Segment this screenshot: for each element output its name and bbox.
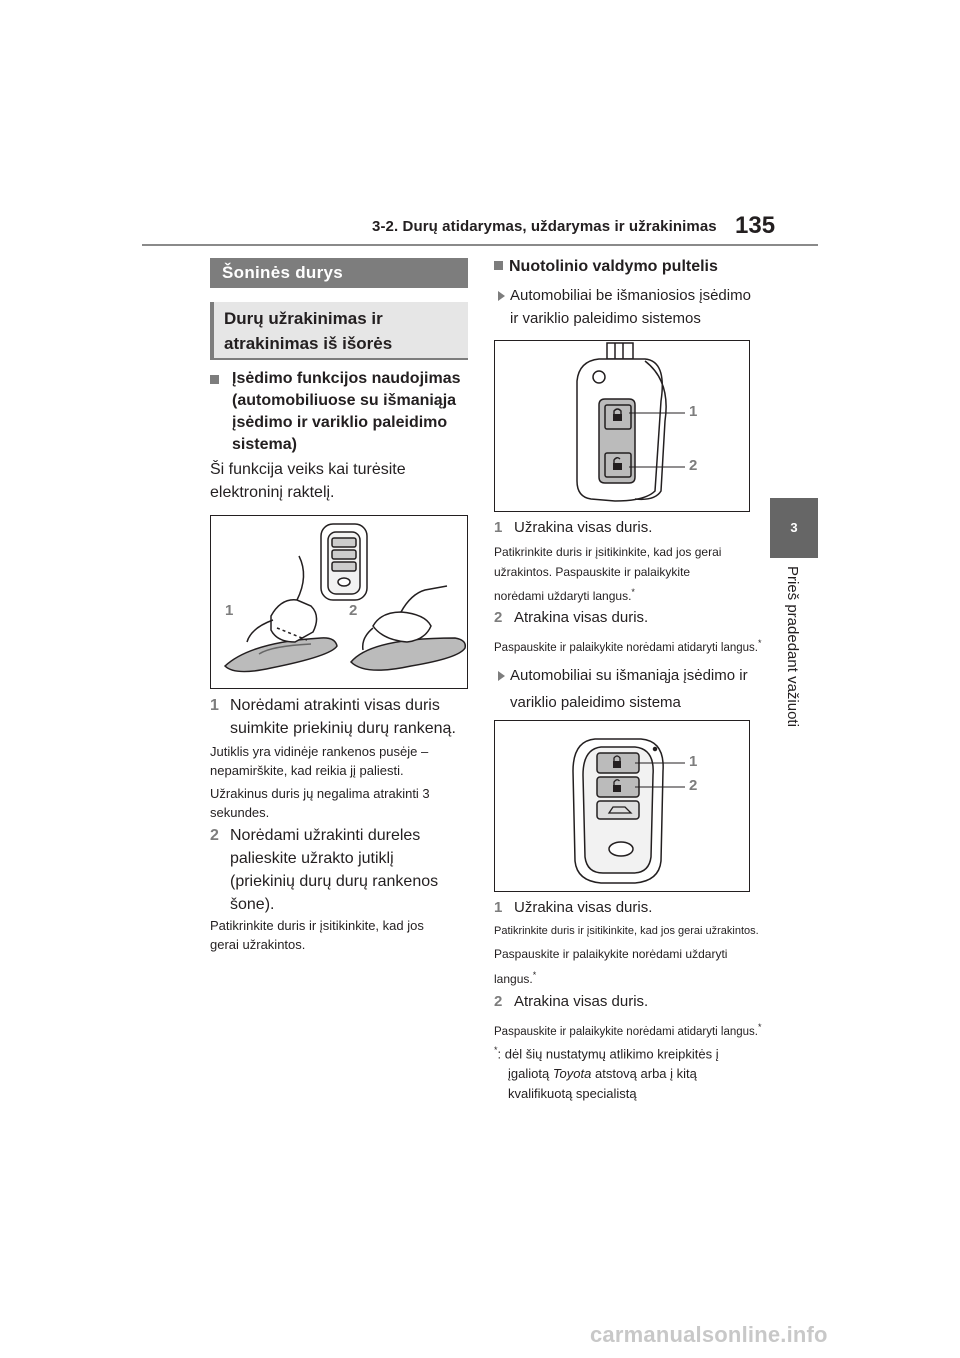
note-line: užrakintos. Paspauskite ir palaikykite bbox=[494, 565, 691, 579]
intro-text bbox=[210, 458, 470, 504]
chapter-tab: 3 bbox=[770, 498, 818, 558]
figure-label: 1 bbox=[225, 602, 234, 619]
step-text: Norėdami atrakinti visas duris bbox=[230, 697, 440, 714]
intro-line: Ši funkcija veiks kai turėsite bbox=[210, 461, 406, 478]
remote-b-note-1b bbox=[494, 944, 756, 990]
door-handle-figure bbox=[210, 515, 468, 689]
door-handle-left bbox=[225, 556, 337, 672]
figure-label: 2 bbox=[689, 457, 698, 474]
step-number: 1 bbox=[494, 519, 503, 536]
remote-heading-text: Nuotolinio valdymo pultelis bbox=[509, 258, 718, 275]
remote-a-note-2 bbox=[494, 634, 762, 657]
remote-a-note-1 bbox=[494, 542, 756, 606]
step-number: 1 bbox=[494, 899, 503, 916]
smart-key-icon bbox=[321, 524, 367, 600]
square-bullet-icon bbox=[210, 375, 219, 384]
footnote-brand: Toyota bbox=[552, 1066, 592, 1082]
note-line: sekundes. bbox=[210, 805, 270, 820]
figure-label: 1 bbox=[689, 403, 698, 420]
footnote-marker: * bbox=[758, 638, 762, 648]
bullet-heading-line: (automobiliuose su išmaniąja bbox=[232, 392, 457, 409]
footnote-marker: * bbox=[631, 587, 635, 597]
bullet-heading-line: Įsėdimo funkcijos naudojimas bbox=[232, 370, 461, 387]
flip-key-illustration bbox=[495, 341, 749, 511]
subsection-title-line: atrakinimas iš išorės bbox=[224, 334, 393, 353]
remote-b-step-2 bbox=[494, 990, 756, 1013]
subsection-title bbox=[210, 302, 468, 358]
step-text: Atrakina visas duris. bbox=[514, 993, 649, 1010]
door-handle-right bbox=[351, 586, 465, 670]
footnote-line: įgaliotą bbox=[508, 1066, 553, 1082]
step-text: Užrakina visas duris. bbox=[514, 519, 653, 536]
bullet-heading bbox=[210, 368, 470, 456]
step-text: šone). bbox=[230, 896, 275, 913]
step-text: Norėdami užrakinti dureles bbox=[230, 827, 421, 844]
sub-heading-line: ir variklio paleidimo sistemos bbox=[510, 310, 701, 327]
note-line: Paspauskite ir palaikykite norėdami atidaryti langus. bbox=[494, 1025, 758, 1038]
smart-key-figure bbox=[494, 720, 750, 892]
header-rule bbox=[142, 244, 818, 246]
footnote bbox=[494, 1040, 756, 1104]
sub-heading-1 bbox=[494, 284, 756, 330]
note-line: Paspauskite ir palaikykite norėdami uždaryti bbox=[494, 947, 728, 961]
square-bullet-icon bbox=[494, 261, 503, 270]
note-line: nepamirškite, kad reikia jį paliesti. bbox=[210, 763, 404, 778]
remote-b-note-2 bbox=[494, 1018, 762, 1041]
note-line: gerai užrakintos. bbox=[210, 937, 306, 952]
step-1 bbox=[210, 694, 472, 740]
note-line: Paspauskite ir palaikykite norėdami atidaryti langus. bbox=[494, 641, 758, 654]
footnote-marker: * bbox=[494, 1045, 498, 1055]
note-line: Patikrinkite duris ir įsitikinkite, kad jos bbox=[210, 918, 424, 933]
note-line: norėdami uždaryti langus. bbox=[494, 589, 632, 603]
page-number: 135 bbox=[735, 212, 776, 239]
step-2 bbox=[210, 824, 472, 916]
watermark: carmanualsonline.info bbox=[590, 1322, 828, 1347]
chapter-side-label bbox=[772, 566, 816, 746]
step-number: 2 bbox=[494, 609, 503, 626]
step-number: 1 bbox=[210, 697, 219, 714]
step-text: Atrakina visas duris. bbox=[514, 609, 649, 626]
footnote-line: kvalifikuotą specialistą bbox=[508, 1086, 637, 1102]
note-line: Užrakinus duris jų negalima atrakinti 3 bbox=[210, 786, 430, 801]
remote-b-step-1 bbox=[494, 896, 756, 919]
note-line: langus. bbox=[494, 972, 533, 986]
step-number: 2 bbox=[494, 993, 503, 1010]
step-text: (priekinių durų durų rankenos bbox=[230, 873, 439, 890]
sub-heading-line: Automobiliai be išmaniosios įsėdimo bbox=[510, 287, 751, 304]
step-text: suimkite priekinių durų rankeną. bbox=[230, 720, 456, 737]
bullet-heading-line: sistema) bbox=[232, 436, 297, 453]
bullet-heading-line: įsėdimo ir variklio paleidimo bbox=[232, 414, 448, 431]
note-check bbox=[210, 916, 472, 954]
footnote-line: : dėl šių nustatymų atlikimo kreipkitės į bbox=[497, 1046, 719, 1062]
door-handle-illustration bbox=[211, 516, 467, 688]
subsection-rule bbox=[210, 358, 468, 360]
remote-heading bbox=[494, 256, 754, 278]
triangle-bullet-icon bbox=[498, 291, 505, 301]
section-title: Šoninės durys bbox=[210, 258, 468, 288]
note-lock-delay bbox=[210, 784, 472, 822]
step-text: Užrakina visas duris. bbox=[514, 899, 653, 916]
remote-a-step-2 bbox=[494, 606, 756, 629]
triangle-bullet-icon bbox=[498, 671, 505, 681]
intro-line: elektroninį raktelį. bbox=[210, 484, 335, 501]
sub-heading-2 bbox=[494, 662, 756, 716]
figure-label: 1 bbox=[689, 753, 698, 770]
footnote-marker: * bbox=[758, 1022, 762, 1032]
footnote-line: atstovą arba į kitą bbox=[591, 1066, 697, 1082]
subsection-title-line: Durų užrakinimas ir bbox=[224, 309, 383, 328]
note-line: Patikrinkite duris ir įsitikinkite, kad jos gerai bbox=[494, 545, 722, 559]
section-header: 3-2. Durų atidarymas, uždarymas ir užrakinimas bbox=[372, 218, 717, 235]
step-text: palieskite užrakto jutiklį bbox=[230, 850, 394, 867]
note-sensor bbox=[210, 742, 472, 780]
sub-heading-line: Automobiliai su išmaniąja įsėdimo ir bbox=[510, 667, 748, 684]
smart-key-illustration bbox=[495, 721, 749, 891]
sub-heading-line: variklio paleidimo sistema bbox=[510, 694, 681, 711]
figure-label: 2 bbox=[349, 602, 358, 619]
remote-a-step-1 bbox=[494, 516, 756, 539]
step-number: 2 bbox=[210, 827, 219, 844]
remote-b-note-1: Patikrinkite duris ir įsitikinkite, kad jos gerai užrakintos. bbox=[494, 925, 759, 937]
chapter-title: Prieš pradedant važiuoti bbox=[784, 566, 801, 727]
footnote-marker: * bbox=[532, 970, 537, 980]
flip-key-figure bbox=[494, 340, 750, 512]
note-line: Jutiklis yra vidinėje rankenos pusėje – bbox=[210, 744, 429, 759]
figure-label: 2 bbox=[689, 777, 698, 794]
